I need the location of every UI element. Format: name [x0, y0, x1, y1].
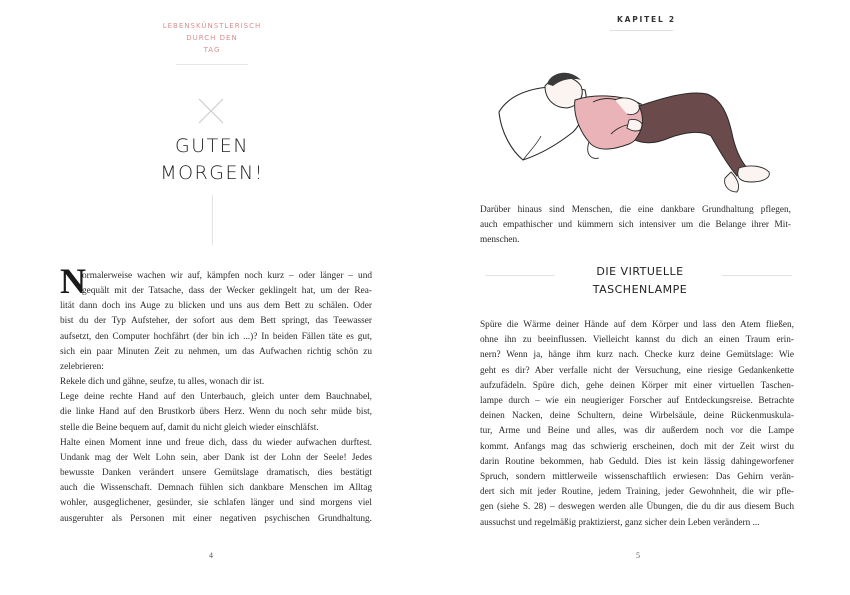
body-line: bist du der Typ Aufsteher, der sofort aus dem Bett springt, das Teewasser	[60, 316, 372, 327]
body-line: stelle die Beine bequem auf, damit du nicht gleich wieder einschläfst.	[60, 422, 319, 433]
body-line: sich ein paar Minuten Zeit zu nehmen, um das Aufwachen richtig schön zu	[60, 346, 372, 357]
body-line: lampe durch – wie ein neugieriger Forscher auf Entdeckungsreise. Betrachte	[480, 396, 794, 407]
title-divider	[212, 195, 213, 245]
running-header-right: KAPITEL 2	[617, 15, 676, 24]
page-number-left: 4	[209, 551, 213, 560]
body-line: Lege deine rechte Hand auf den Unterbauch, gleich unter dem Bauchnabel,	[60, 392, 372, 403]
running-header-left	[160, 20, 264, 56]
body-line: aufzufädeln. Spüre dich, gehe deinen Körper mit einer virtuellen Taschen-	[480, 380, 794, 391]
sleeping-person-illustration	[493, 60, 778, 200]
body-line: nern? Wenn ja, hänge ihm kurz nach. Checke kurz deine Gemütslage: Wie	[480, 350, 794, 361]
header-divider	[610, 30, 673, 31]
body-line: Spruch, sondern mittlerweile wissenschaftlich erwiesen: Das Gehirn verän-	[480, 472, 794, 483]
body-line: Rekele dich und gähne, seufze, tu alles, wonach dir ist.	[60, 377, 265, 388]
body-line: ausgeruhter als Personen mit einer negativen psychischen Grundhaltung.	[60, 513, 372, 524]
body-line: zelebrieren:	[60, 361, 104, 372]
chapter-title	[142, 133, 282, 187]
body-line: kommt. Anfangs mag das schwierig erscheinen, doch mit der Zeit wirst du	[480, 441, 794, 452]
body-line: wohler, ausgeglichener, gesünder, sie schlafen länger und sind morgens viel	[60, 498, 372, 509]
body-line: gen (siehe S. 28) – deswegen werden alle Übungen, die du dir aus diesem Buch	[480, 502, 794, 513]
body-line: deinen Nacken, deine Schultern, deine Wirbelsäule, deine Rückenmuskula-	[480, 411, 794, 422]
body-text-right	[480, 318, 794, 531]
running-header-line: LEBENSKÜNSTLERISCH	[162, 22, 262, 30]
running-header-line: DURCH DEN	[186, 34, 238, 42]
body-line: menschen.	[480, 235, 520, 246]
body-line: Undank mag der Welt Lohn sein, aber Dank ist der Lohn der Seele! Jedes	[60, 452, 372, 463]
page-number-right: 5	[636, 551, 640, 560]
section-subheading	[565, 263, 715, 299]
body-line: geht es dir? Aber verfalle nicht der Versuchung, eine riesige Gedankenkette	[480, 365, 794, 376]
body-line: aussuchst und regelmäßig praktizierst, ganz sicher dein Leben verändern ...	[480, 517, 760, 528]
drop-cap: N	[60, 261, 86, 301]
body-line: ohne ihn zu beeinflussen. Vielleicht kannst du dich an einen Traum erin-	[480, 335, 794, 346]
body-line: die linke Hand auf den Brustkorb übers Herz. Wenn du noch sehr müde bist,	[60, 407, 372, 418]
right-page	[425, 0, 850, 595]
subheading-line: DIE VIRTUELLE	[596, 265, 684, 278]
body-line: dert sich mit jeder Routine, jedem Training, jeder Gewohnheit, die wir pfle-	[480, 487, 794, 498]
body-line: bewusste Danken verändert unsere Gemütslage dramatisch, dies bestätigt	[60, 468, 372, 479]
body-line: darin Routine bekommen, hab Geduld. Dies ist kein lässig dahingeworfener	[480, 456, 794, 467]
subheading-line: TASCHENLAMPE	[592, 283, 688, 296]
body-line: Darüber hinaus sind Menschen, die eine dankbare Grundhaltung pflegen,	[480, 205, 791, 215]
body-line: Halte einen Moment inne und freue dich, dass du wieder aufwachen durftest.	[60, 437, 372, 448]
title-line: MORGEN!	[160, 162, 264, 184]
body-line: Spüre die Wärme deiner Hände auf dem Körper und lass den Atem fließen,	[480, 320, 794, 330]
running-header-line: TAG	[203, 46, 221, 54]
subheading-rule-left	[485, 275, 555, 276]
body-line: auch die Wissenschaft. Demnach fühlen sich dankbare Menschen im Alltag	[60, 483, 372, 494]
title-line: GUTEN	[175, 135, 249, 157]
body-line: tur, Arme und Beine und alles, was dir außerdem noch vor die Lampe	[480, 426, 794, 437]
body-line: auch empathischer und kümmern sich intensiver um die Belange ihrer Mit-	[480, 220, 791, 231]
body-line: aufsetzt, den Computer hochfährt (der bin ich ...)? In beiden Fällen täte es gut,	[60, 331, 372, 342]
body-line: ormalerweise wachen wir auf, kämpfen noch kurz – oder länger – und	[82, 271, 372, 281]
subheading-rule-right	[722, 275, 792, 276]
body-text-left	[60, 269, 372, 527]
x-mark-icon	[196, 96, 226, 126]
header-divider	[176, 64, 248, 65]
body-text-intro	[480, 203, 791, 249]
body-line: gequält mit der Tatsache, dass der Wecker geklingelt hat, um der Rea-	[82, 286, 372, 297]
body-line: lität dann doch ins Auge zu blicken und uns aus dem Bett zu schälen. Oder	[60, 301, 372, 312]
